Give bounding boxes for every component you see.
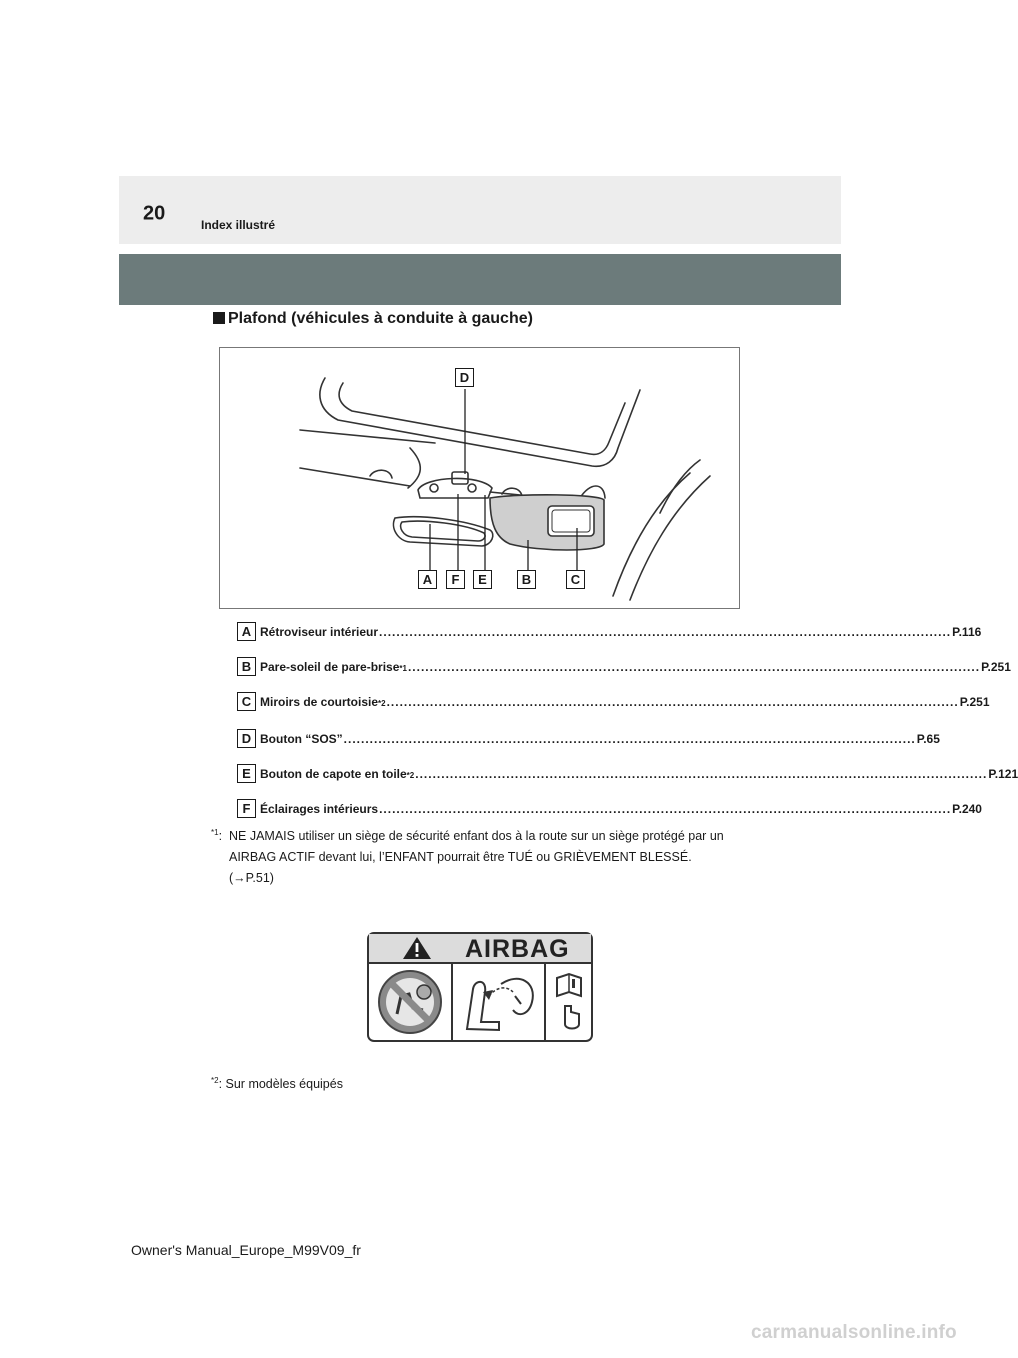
subsection-title-text: Plafond (véhicules à conduite à gauche): [228, 310, 533, 327]
legend-page-ref: P.121: [988, 767, 1018, 781]
square-bullet-icon: [213, 312, 225, 324]
legend-row: B Pare-soleil de pare-brise *1 .................................................................................................................................... P.251: [237, 657, 737, 677]
leader-dots: ....................................................................................................................................: [386, 695, 959, 709]
legend-letter: C: [237, 692, 256, 711]
legend-label: Éclairages intérieurs: [260, 802, 379, 816]
section-title: Index illustré: [201, 218, 276, 232]
airbag-word: AIRBAG: [465, 935, 570, 963]
watermark: carmanualsonline.info: [751, 1322, 957, 1343]
legend-row: [237, 799, 982, 819]
callout-c: C: [566, 570, 585, 589]
leader-dots: ....................................................................................................................................: [379, 625, 952, 639]
legend-label: Miroirs de courtoisie: [260, 695, 379, 709]
legend-letter: E: [237, 764, 256, 783]
footnote-text: Sur modèles équipés: [225, 1077, 343, 1091]
legend-row: C Miroirs de courtoisie *2 .................................................................................................................................... P.251: [237, 692, 737, 712]
legend-row: [237, 622, 982, 642]
legend-page-ref: P.65: [916, 732, 940, 746]
legend-page-ref: P.240: [952, 802, 982, 816]
page-number: 20: [143, 202, 166, 225]
legend-label: Pare-soleil de pare-brise: [260, 660, 400, 674]
header-band: [119, 176, 841, 244]
legend-page-ref: P.251: [981, 660, 1011, 674]
callout-e: E: [473, 570, 492, 589]
footnote-line: AIRBAG ACTIF devant lui, l’ENFANT pourrait être TUÉ ou GRIÈVEMENT BLESSÉ.: [229, 850, 692, 864]
title-band: [119, 254, 841, 305]
legend-letter: B: [237, 657, 256, 676]
airbag-pictograms: [369, 934, 591, 1040]
legend-letter: D: [237, 729, 256, 748]
airbag-warning-label: [367, 932, 593, 1042]
footer-manual-id: Owner's Manual_Europe_M99V09_fr: [131, 1242, 361, 1258]
legend-row: [237, 729, 940, 749]
legend-label: Bouton “SOS”: [260, 732, 343, 746]
legend-letter: F: [237, 799, 256, 818]
legend-page-ref: P.116: [952, 625, 982, 639]
footnote-marker: *1: [211, 827, 219, 837]
footnote-line: NE JAMAIS utiliser un siège de sécurité enfant dos à la route sur un siège protégé par un: [229, 829, 724, 843]
legend-row: E Bouton de capote en toile *2 .................................................................................................................................... P.121: [237, 764, 737, 784]
legend-page-ref: P.251: [959, 695, 990, 709]
leader-dots: ....................................................................................................................................: [415, 767, 988, 781]
legend-letter: A: [237, 622, 256, 641]
callout-f: F: [446, 570, 465, 589]
footnote-marker: *2: [211, 1075, 219, 1085]
footnote-reference: (→P.51): [229, 871, 274, 885]
footnote-2: $^{*2}$: Sur modèles équipés: [211, 1075, 343, 1091]
leader-dots: ....................................................................................................................................: [343, 732, 916, 746]
ceiling-illustration: [219, 347, 740, 609]
callout-a: A: [418, 570, 437, 589]
leader-dots: ....................................................................................................................................: [407, 660, 981, 674]
leader-dots: ....................................................................................................................................: [379, 802, 952, 816]
legend-label: Rétroviseur intérieur: [260, 625, 379, 639]
footnote-1: $^{*1}$: NE JAMAIS utiliser un siège de sécurité enfant dos à la route sur un siège protégé par un AIRBAG ACTIF devant lui, l’ENFANT pourrait être TUÉ ou GRIÈVEMENT BLESSÉ. (→P.51): [211, 826, 751, 896]
callout-b: B: [517, 570, 536, 589]
subsection-title: [213, 310, 533, 328]
callout-d: D: [455, 368, 474, 387]
legend-label: Bouton de capote en toile: [260, 767, 407, 781]
